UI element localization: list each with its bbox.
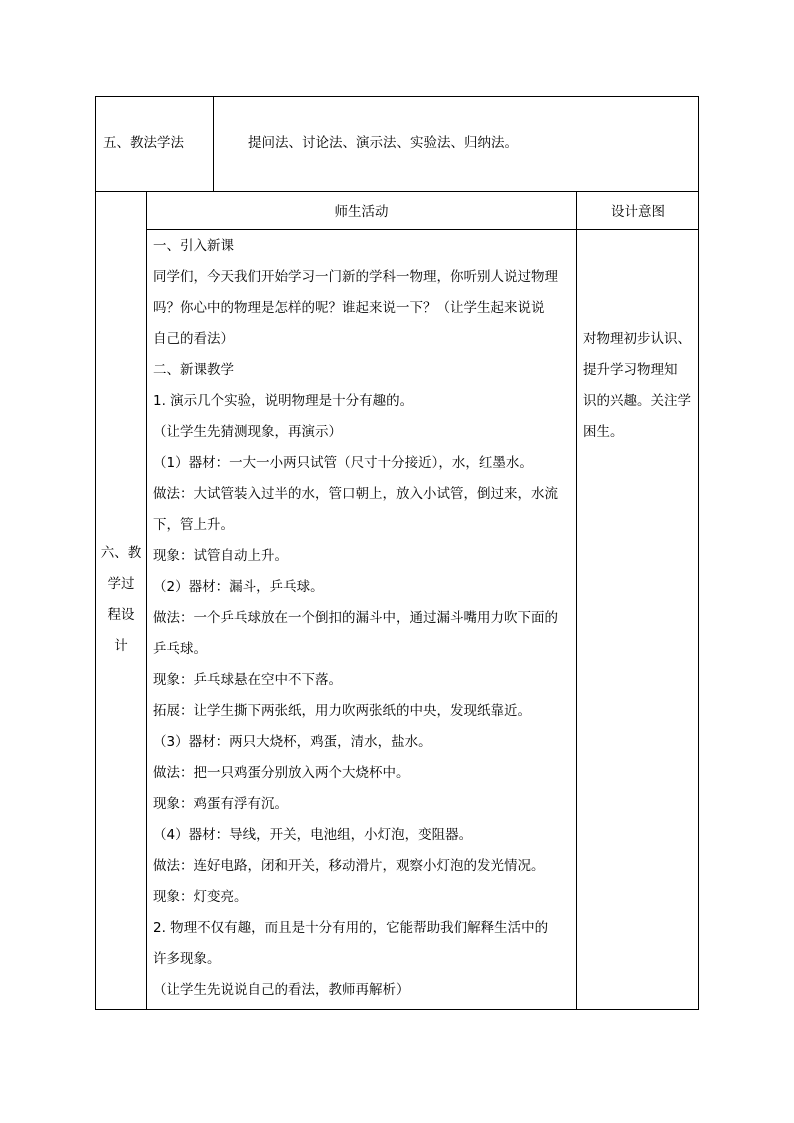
activity-line: 1. 演示几个实验，说明物理是十分有趣的。: [153, 393, 414, 409]
activity-line: （让学生先说说自己的看法，教师再解析）: [153, 982, 410, 998]
activity-line: 现象：灯变亮。: [153, 889, 248, 905]
section-label-line: 学过: [107, 576, 135, 592]
process-section-label: [97, 538, 145, 662]
row-divider-method: [95, 191, 699, 192]
intent-col-divider: [576, 191, 577, 1010]
intent-column-header: 设计意图: [611, 204, 665, 220]
method-row-label: 五、教法学法: [103, 135, 184, 151]
activity-line: 一、引入新课: [153, 238, 234, 254]
activity-line: （4）器材：导线，开关，电池组，小灯泡，变阻器。: [153, 827, 473, 843]
activity-line: 下，管上升。: [153, 517, 234, 533]
activity-line: 吗？你心中的物理是怎样的呢？谁起来说一下？（让学生起来说说: [153, 300, 545, 316]
activity-content: [153, 231, 573, 1006]
header-divider: [146, 229, 699, 230]
intent-line: 识的兴趣。关注学: [583, 393, 691, 409]
activity-line: 二、新课教学: [153, 362, 234, 378]
intent-line: 对物理初步认识、: [583, 331, 691, 347]
activity-line: 2. 物理不仅有趣，而且是十分有用的，它能帮助我们解释生活中的: [153, 920, 549, 936]
activity-line: 做法：连好电路，闭和开关，移动滑片，观察小灯泡的发光情况。: [153, 858, 545, 874]
activity-line: 乒乓球。: [153, 641, 207, 657]
section-label-line: 程设: [107, 607, 135, 623]
intent-line: 困生。: [583, 424, 624, 440]
method-col-divider: [213, 96, 214, 191]
activity-line: （2）器材：漏斗，乒乓球。: [153, 579, 324, 595]
intent-line: 提升学习物理知: [583, 362, 678, 378]
activity-line: 现象：乒乓球悬在空中不下落。: [153, 672, 342, 688]
activity-line: 同学们，今天我们开始学习一门新的学科一物理，你听别人说过物理: [153, 269, 558, 285]
activity-line: 自己的看法）: [153, 331, 234, 347]
intent-content: [583, 324, 695, 448]
section-col-divider: [146, 191, 147, 1010]
activity-line: 做法：把一只鸡蛋分别放入两个大烧杯中。: [153, 765, 410, 781]
activity-line: 做法：一个乒乓球放在一个倒扣的漏斗中，通过漏斗嘴用力吹下面的: [153, 610, 558, 626]
activity-line: 许多现象。: [153, 951, 221, 967]
section-label-line: 六、教: [100, 545, 142, 561]
activity-line: （1）器材：一大一小两只试管（尺寸十分接近），水，红墨水。: [153, 455, 533, 471]
section-label-line: 计: [114, 638, 128, 654]
activity-line: 现象：鸡蛋有浮有沉。: [153, 796, 288, 812]
activity-line: （让学生先猜测现象，再演示）: [153, 424, 342, 440]
activity-line: 拓展：让学生撕下两张纸，用力吹两张纸的中央，发现纸靠近。: [153, 703, 531, 719]
method-row-content: 提问法、讨论法、演示法、实验法、归纳法。: [248, 135, 518, 151]
activity-line: 做法：大试管装入过半的水，管口朝上，放入小试管，倒过来，水流: [153, 486, 558, 502]
activity-line: （3）器材：两只大烧杯，鸡蛋，清水，盐水。: [153, 734, 432, 750]
activity-column-header: 师生活动: [334, 204, 389, 220]
activity-line: 现象：试管自动上升。: [153, 548, 288, 564]
